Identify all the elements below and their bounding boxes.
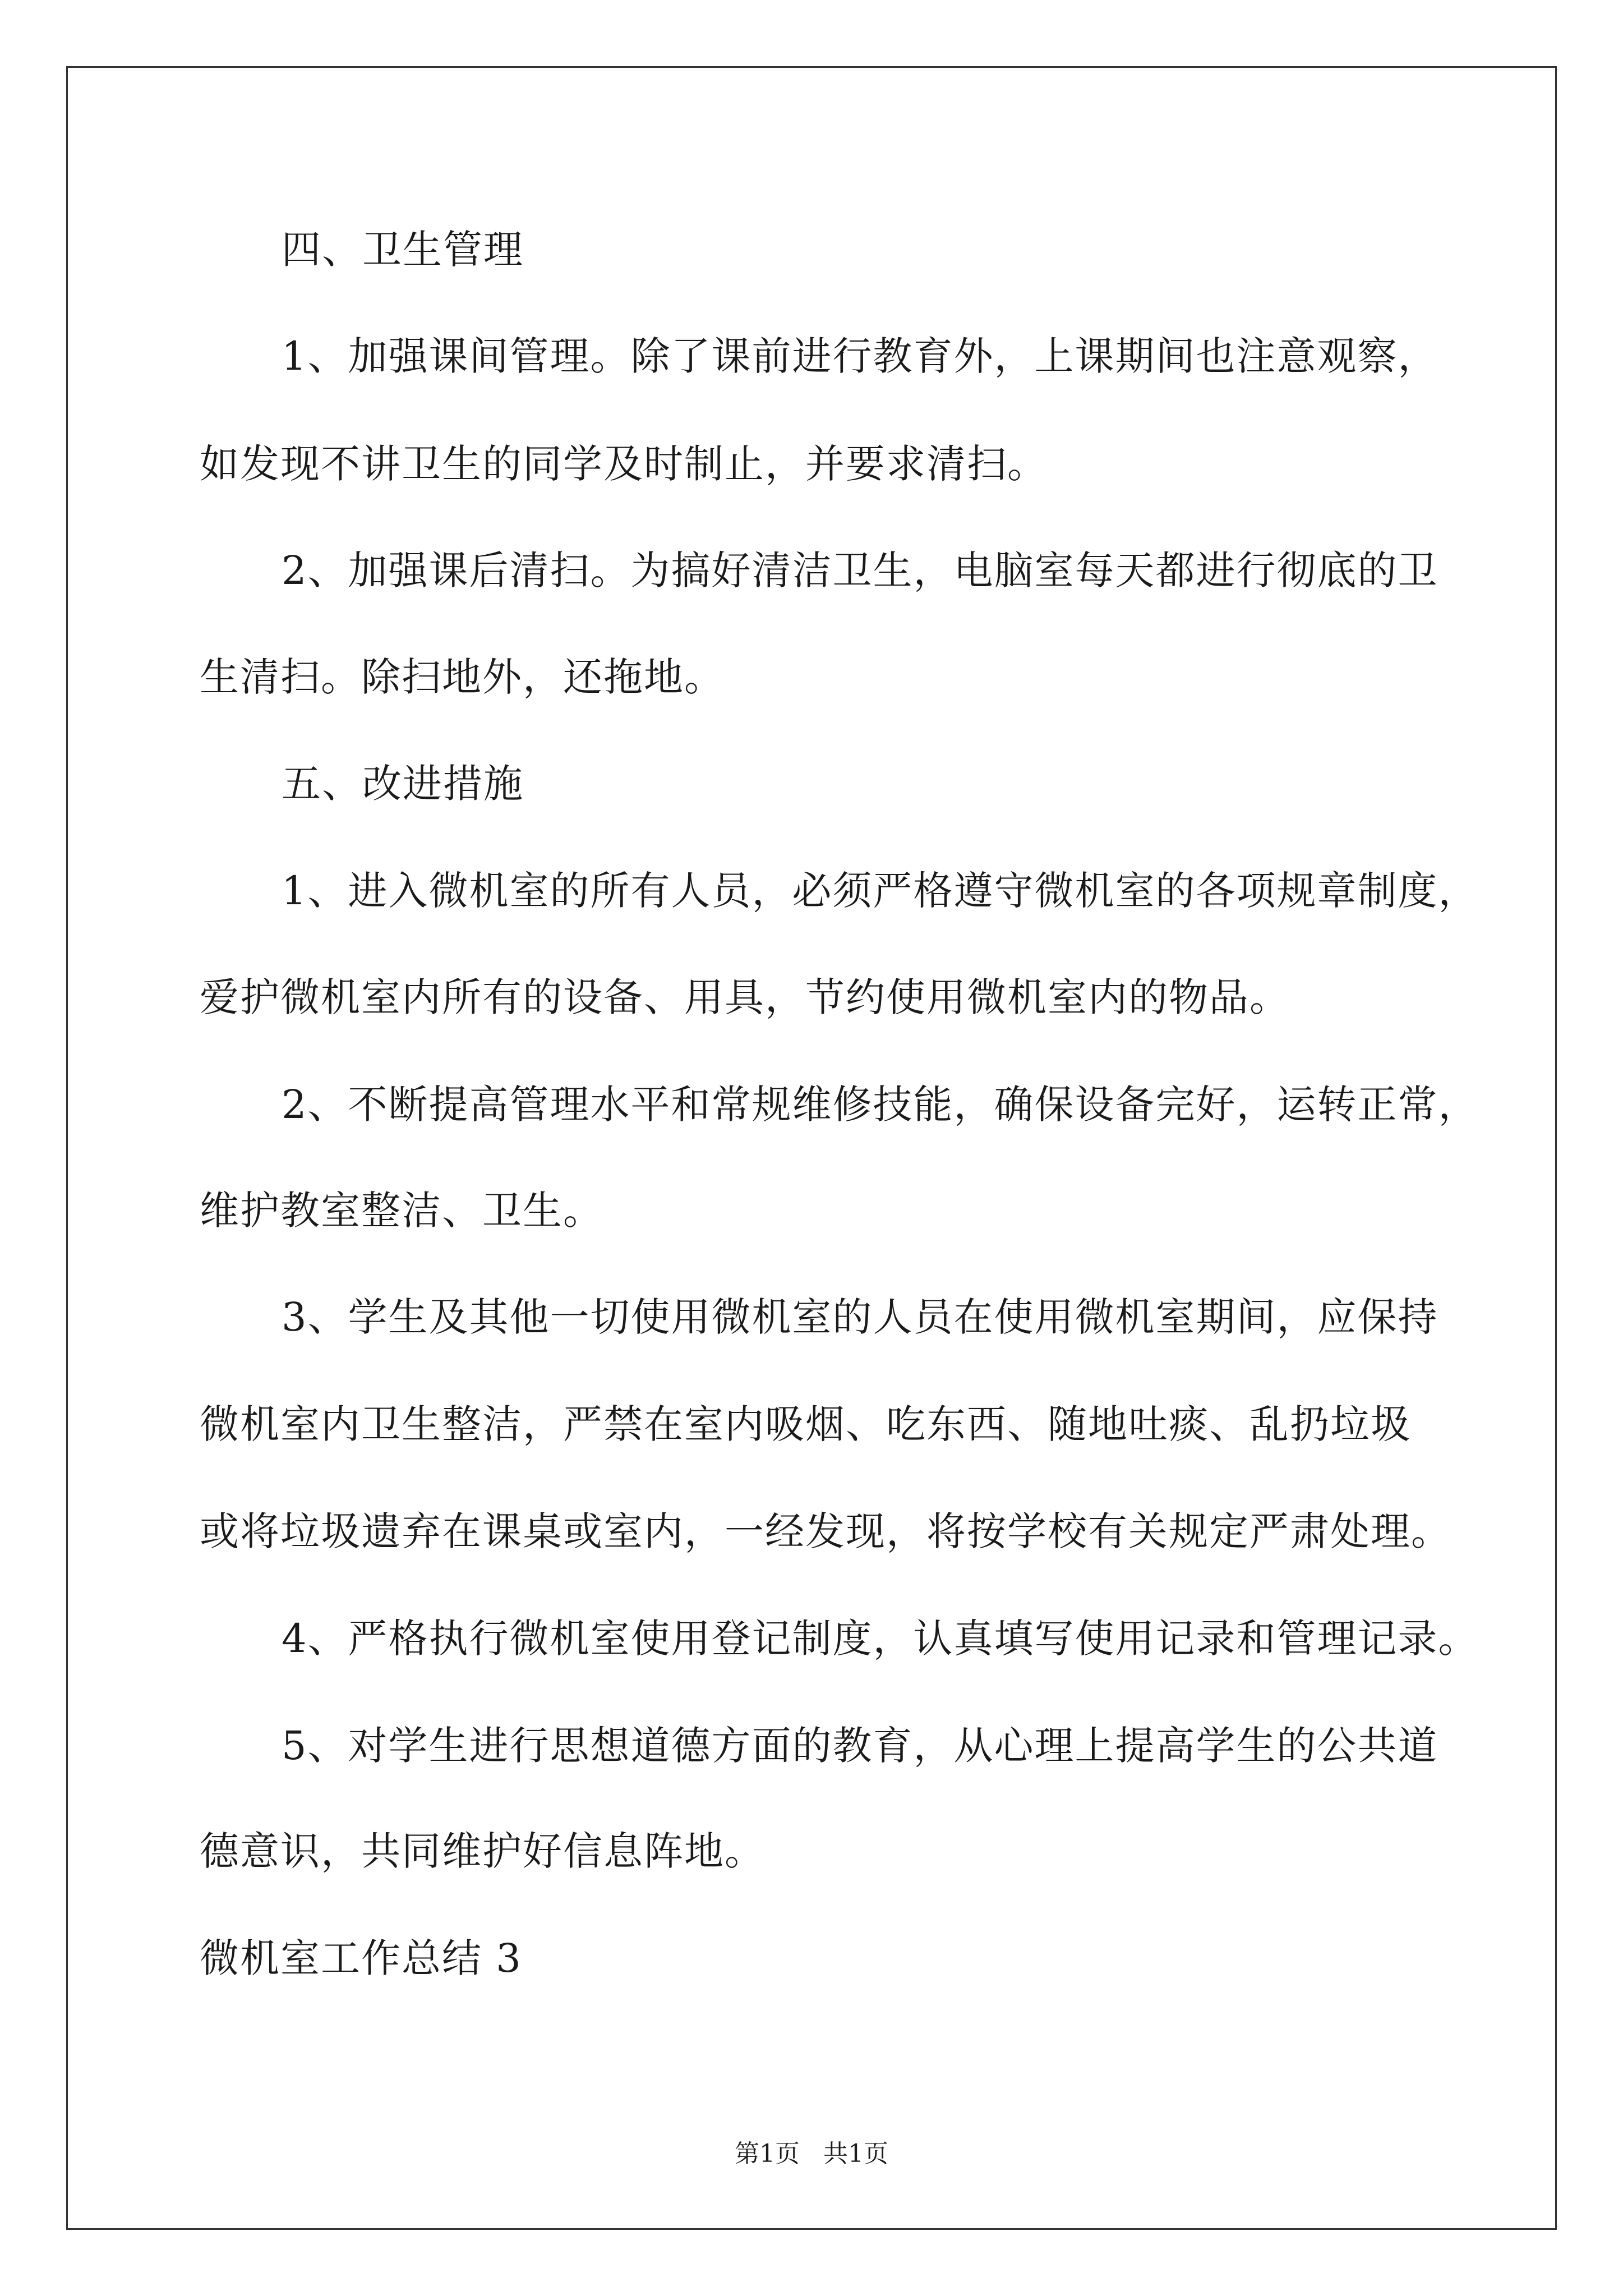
paragraph-line: 维护教室整洁、卫生。 [200, 1188, 603, 1234]
paragraph-line: 生清扫。除扫地外，还拖地。 [200, 654, 725, 700]
paragraph-line: 2、加强课后清扫。为搞好清洁卫生，电脑室每天都进行彻底的卫 [282, 547, 1438, 593]
paragraph-line: 3、学生及其他一切使用微机室的人员在使用微机室期间，应保持 [282, 1294, 1438, 1340]
paragraph-line: 4、严格执行微机室使用登记制度，认真填写使用记录和管理记录。 [282, 1616, 1479, 1662]
page-border [66, 66, 1557, 2230]
paragraph-line: 如发现不讲卫生的同学及时制止，并要求清扫。 [200, 441, 1048, 487]
section-heading-hygiene: 四、卫生管理 [282, 227, 524, 273]
section-title: 微机室工作总结 3 [200, 1935, 522, 1981]
section-heading-improvement: 五、改进措施 [282, 761, 524, 807]
paragraph-line: 爱护微机室内所有的设备、用具，节约使用微机室内的物品。 [200, 974, 1290, 1020]
page-footer: 第1页 共1页 [735, 2139, 888, 2168]
paragraph-line: 1、加强课间管理。除了课前进行教育外，上课期间也注意观察， [282, 333, 1438, 379]
paragraph-line: 1、进入微机室的所有人员，必须严格遵守微机室的各项规章制度， [282, 868, 1479, 914]
paragraph-line: 微机室内卫生整洁，严禁在室内吸烟、吃东西、随地吐痰、乱扔垃圾 [200, 1401, 1411, 1447]
paragraph-line: 德意识，共同维护好信息阵地。 [200, 1828, 765, 1874]
paragraph-line: 2、不断提高管理水平和常规维修技能，确保设备完好，运转正常， [282, 1082, 1479, 1128]
paragraph-line: 或将垃圾遗弃在课桌或室内，一经发现，将按学校有关规定严肃处理。 [200, 1508, 1451, 1554]
paragraph-line: 5、对学生进行思想道德方面的教育，从心理上提高学生的公共道 [282, 1723, 1438, 1769]
